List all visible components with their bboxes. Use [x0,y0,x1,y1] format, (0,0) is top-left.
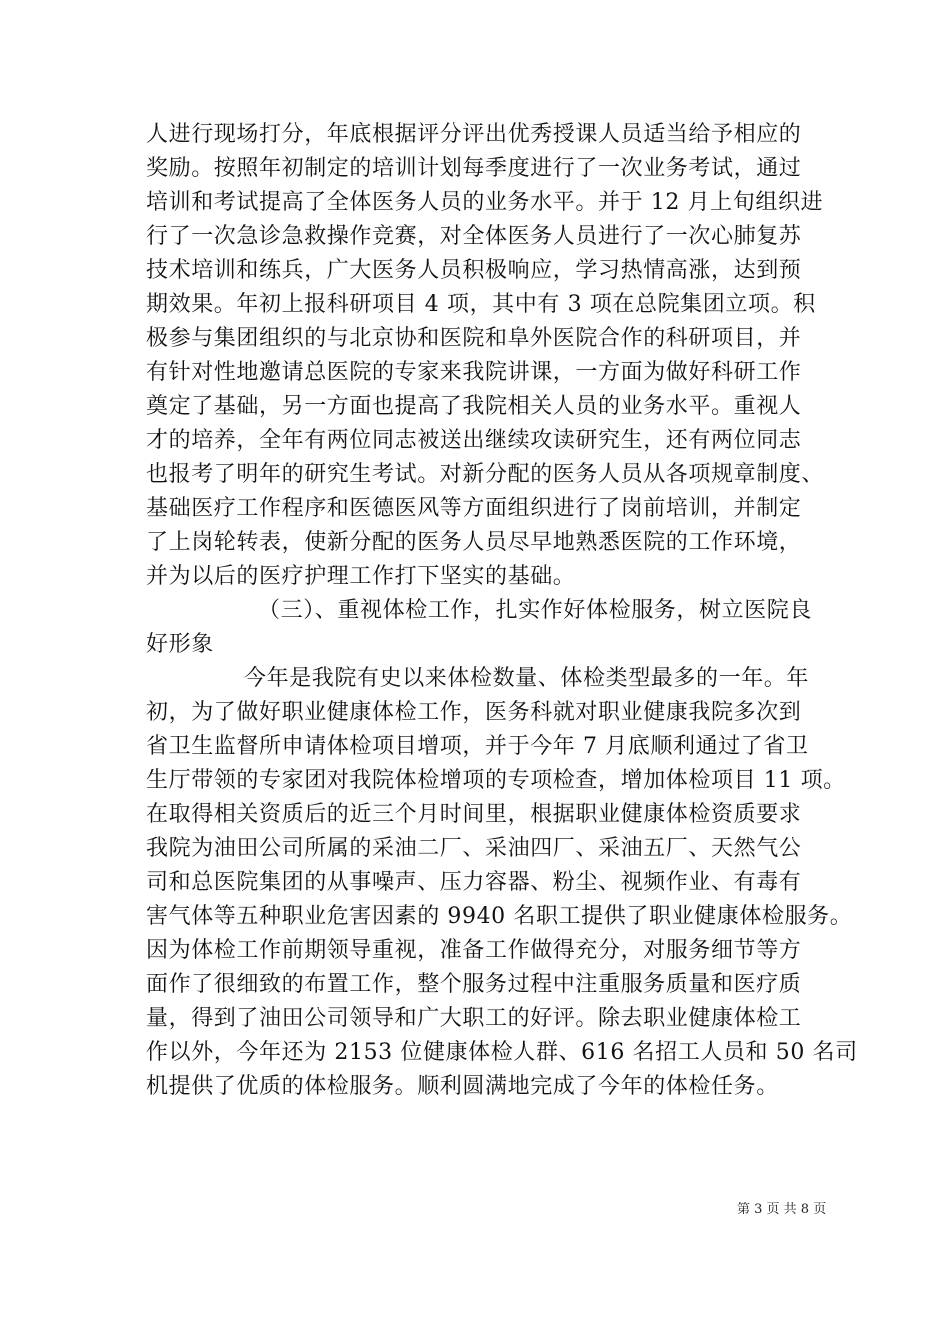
text-line: 才的培养，全年有两位同志被送出继续攻读研究生，还有两位同志 [146,428,802,453]
text-line: 行了一次急诊急救操作竞赛，对全体医务人员进行了一次心肺复苏 [146,224,802,249]
text-line: 害气体等五种职业危害因素的 9940 名职工提供了职业健康体检服务。 [146,904,853,929]
paragraph-training [146,118,825,594]
heading-line: 好形象 [146,632,214,657]
text-line: 初，为了做好职业健康体检工作，医务科就对职业健康我院多次到 [146,700,802,725]
text-line: 奠定了基础，另一方面也提高了我院相关人员的业务水平。重视人 [146,394,802,419]
text-line: 作以外，今年还为 2153 位健康体检人群、616 名招工人员和 50 名司 [146,1040,858,1065]
text-line: 在取得相关资质后的近三个月时间里，根据职业健康体检资质要求 [146,802,802,827]
text-line: 有针对性地邀请总医院的专家来我院讲课，一方面为做好科研工作 [146,360,802,385]
text-line: 今年是我院有史以来体检数量、体检类型最多的一年。年 [244,666,810,691]
text-line: 量，得到了油田公司领导和广大职工的好评。除去职业健康体检工 [146,1006,802,1031]
page-number-footer: 第 3 页 共 8 页 [737,1202,827,1217]
text-line: 期效果。年初上报科研项目 4 项，其中有 3 项在总院集团立项。积 [146,292,816,317]
text-line: 也报考了明年的研究生考试。对新分配的医务人员从各项规章制度、 [146,462,825,487]
text-line: 人进行现场打分，年底根据评分评出优秀授课人员适当给予相应的 [146,122,802,147]
text-line: 奖励。按照年初制定的培训计划每季度进行了一次业务考试，通过 [146,156,802,181]
text-line: 基础医疗工作程序和医德医风等方面组织进行了岗前培训，并制定 [146,496,802,521]
paragraph-health-check [146,662,858,1104]
text-line: 生厅带领的专家团对我院体检增项的专项检查，增加体检项目 11 项。 [146,768,846,793]
text-line: 并为以后的医疗护理工作打下坚实的基础。 [146,564,576,589]
text-line: 了上岗轮转表，使新分配的医务人员尽早地熟悉医院的工作环境， [146,530,802,555]
heading-line: （三）、重视体检工作，扎实作好体检服务，树立医院良 [258,598,813,623]
text-line: 技术培训和练兵，广大医务人员积极响应，学习热情高涨，达到预 [146,258,802,283]
document-page [146,118,858,1104]
text-line: 培训和考试提高了全体医务人员的业务水平。并于 12 月上旬组织进 [146,190,824,215]
text-line: 机提供了优质的体检服务。顺利圆满地完成了今年的体检任务。 [146,1074,779,1099]
text-line: 因为体检工作前期领导重视，准备工作做得充分，对服务细节等方 [146,938,802,963]
text-line: 我院为油田公司所属的采油二厂、采油四厂、采油五厂、天然气公 [146,836,802,861]
section-heading [146,594,813,662]
text-line: 面作了很细致的布置工作，整个服务过程中注重服务质量和医疗质 [146,972,802,997]
text-line: 极参与集团组织的与北京协和医院和阜外医院合作的科研项目，并 [146,326,802,351]
text-line: 司和总医院集团的从事噪声、压力容器、粉尘、视频作业、有毒有 [146,870,802,895]
text-line: 省卫生监督所申请体检项目增项，并于今年 7 月底顺利通过了省卫 [146,734,809,759]
